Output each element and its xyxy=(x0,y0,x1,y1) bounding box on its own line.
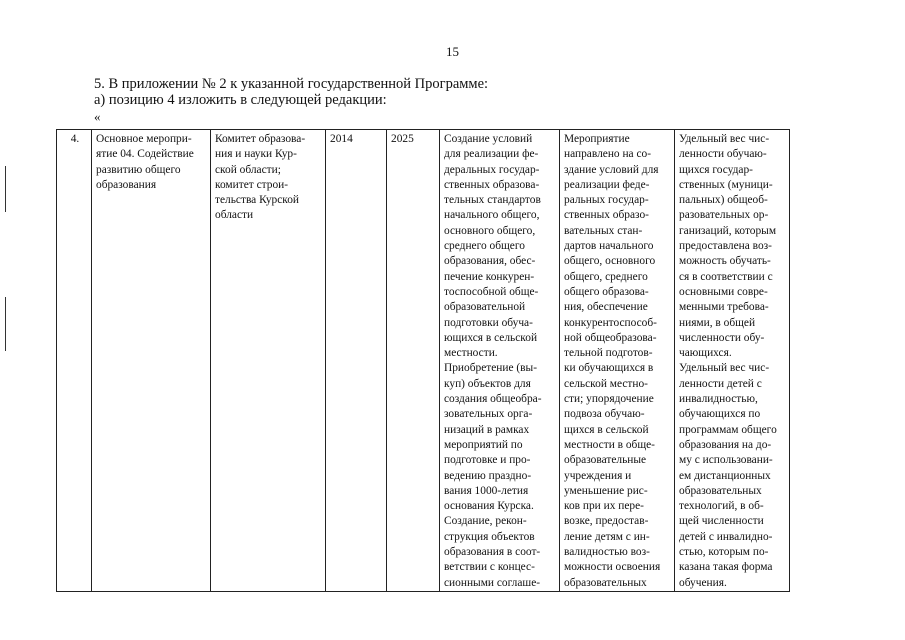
margin-mark xyxy=(5,166,6,212)
program-table xyxy=(56,129,790,592)
intro-text xyxy=(94,76,488,125)
cell-indicators: Удельный вес чис- ленности обучаю- щихся государ- ственных (муници- пальных) общеоб- разовательных ор- ганизаций, которым предоставлена воз- можность обучать- ся в соответствии с основными совре- менными требова- ниями, в общей численности обу- чающихся. Удельный вес чис- ленности детей с инвалидностью, обучающихся по программам общего образования на до- му с использовани- ем дистанционных образовательных технологий, в об- щей численности детей с инвалидно- стью, которым по- казана такая форма обучения. xyxy=(675,130,790,592)
cell-number: 4. xyxy=(57,130,92,592)
cell-activity-name: Основное меропри- ятие 04. Содействие развитию общего образования xyxy=(92,130,211,592)
cell-start-year: 2014 xyxy=(326,130,387,592)
intro-line-position: а) позицию 4 изложить в следующей редакции: xyxy=(94,92,387,108)
cell-executor: Комитет образова- ния и науки Кур- ской области; комитет строи- тельства Курской области xyxy=(211,130,326,592)
opening-quote: « xyxy=(94,109,101,124)
cell-end-year: 2025 xyxy=(387,130,440,592)
table-row xyxy=(57,130,790,592)
page-number: 15 xyxy=(446,44,459,59)
margin-mark xyxy=(5,297,6,351)
cell-expected-result: Создание условий для реализации фе- деральных государ- ственных образова- тельных стандартов начального общего, основного общего, среднего общего образования, обес- печение конкурен- тоспособной обще- образовательной подготовки обуча- ющихся в сельской местности. Приобретение (вы- куп) объектов для создания общеобра- зовательных орга- низаций в рамках мероприятий по подготовке и про- ведению праздно- вания 1000-летия основания Курска. Создание, рекон- струкция объектов образования в соот- ветствии с концес- сионными соглаше- xyxy=(440,130,560,592)
intro-line-appendix: 5. В приложении № 2 к указанной государственной Программе: xyxy=(94,76,489,92)
cell-consequences: Мероприятие направлено на со- здание условий для реализации феде- ральных государ- ственных образо- вательных стан- дартов начального общего, основного общего, среднего общего образова- ния, обеспечение конкурентоспособ- ной общеобразова- тельной подготов- ки обучающихся в сельской местно- сти; упорядочение подвоза обучаю- щихся в сельской местности в обще- образовательные учреждения и уменьшение рис- ков при их пере- возке, предостав- ление детям с ин- валидностью воз- можности освоения образовательных xyxy=(560,130,675,592)
